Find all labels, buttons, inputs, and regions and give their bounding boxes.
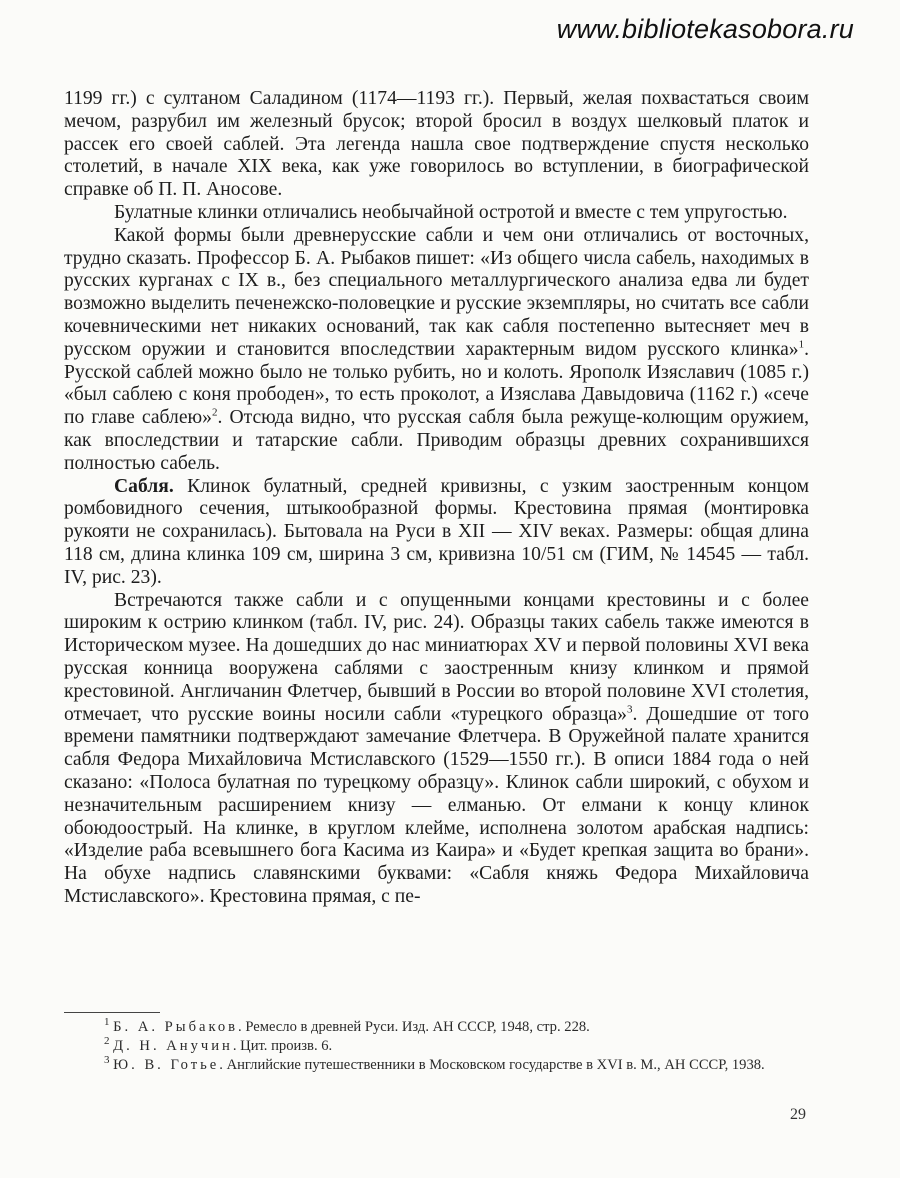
paragraph-3: [64, 225, 809, 476]
footnote-1-number: 1: [104, 1016, 110, 1029]
paragraph-4-text: Клинок булатный, средней кривизны, с узким заостренным концом ромбовидного сечения, штыкообразной формы. Крестовина прямая (монтировка рукояти не сохранилась). Бытовала на Руси в XII — XIV веках. Размеры: общая длина 118 см, длина клинка 109 см, ширина 3 см, кривизна 10/51 см (ГИМ, № 14545 — табл. IV, рис. 23).: [64, 475, 809, 588]
footnote-ref-1: 1: [798, 338, 805, 351]
footnote-1-text: . Ремесло в древней Руси. Изд. АН СССР, 1948, стр. 228.: [238, 1019, 590, 1035]
footnote-2: [64, 1037, 809, 1056]
saber-heading: Сабля.: [114, 475, 174, 497]
footnote-2-author: Д. Н. Анучин: [113, 1038, 233, 1054]
footnote-ref-3: 3: [626, 702, 633, 715]
footnote-3: [64, 1056, 809, 1075]
paragraph-5-text-a: Встречаются также сабли и с опущенными концами крестовины и с более широким к острию клинком (табл. IV, рис. 24). Образцы таких сабель также имеются в Историческом музее. На дошедших до нас миниатюрах XV и первой половины XVI века русская конница вооружена саблями с заостренным книзу клинком и прямой крестовиной. Англичанин Флетчер, бывший в России во второй половине XVI столетия, отмечает, что русские воины носили сабли «турецкого образца»: [64, 589, 809, 725]
footnotes: [64, 1018, 809, 1075]
paragraph-1-text: 1199 гг.) с султаном Саладином (1174—1193 гг.). Первый, желая похвастаться своим мечом, разрубил им железный брусок; второй бросил в воздух шелковый платок и рассек его своей саблей. Эта легенда нашла свое подтверждение спустя несколько столетий, в начале XIX века, как уже говорилось во вступлении, в биографической справке об П. П. Аносове.: [64, 88, 809, 201]
paragraph-1: [64, 88, 809, 202]
page-number: 29: [790, 1106, 806, 1123]
paragraph-5-text-b: . Дошедшие от того времени памятники подтверждают замечание Флетчера. В Оружейной палате хранится сабля Федора Михайловича Мстиславского (1529—1550 гг.). В описи 1884 года о ней сказано: «Полоса булатная по турецкому образцу». Клинок сабли широкий, с обухом и незначительным расширением книзу — елманью. От елмани к концу клинок обоюдоострый. На клинке, в круглом клейме, исполнена золотом арабская надпись: «Изделие раба всевышнего бога Касима из Каира» и «Будет крепкая защита во брани». На обухе надпись славянскими буквами: «Сабля княжь Федора Михайловича Мстиславского». Крестовина прямая, с пе-: [64, 703, 809, 907]
footnote-1-author: Б. А. Рыбаков: [113, 1019, 239, 1035]
footnote-2-text: . Цит. произв. 6.: [232, 1038, 333, 1054]
body-text: [64, 88, 809, 909]
footnote-divider: [64, 1012, 160, 1013]
footnote-3-text: . Английские путешественники в Московском государстве в XVI в. М., АН СССР, 1938.: [219, 1057, 765, 1073]
footnote-ref-2: 2: [211, 406, 218, 419]
footnote-1: [64, 1018, 809, 1037]
website-watermark: www.bibliotekasobora.ru: [556, 14, 854, 44]
footnote-3-number: 3: [104, 1054, 110, 1067]
paragraph-3-text-a: Какой формы были древнерусские сабли и чем они отличались от восточных, трудно сказать. Профессор Б. А. Рыбаков пишет: «Из общего числа сабель, находимых в русских курганах с IX в., без специального металлургического анализа едва ли будет возможно выделить печенежско-половецкие и русские экземпляры, но считать все сабли кочевническими нет никаких оснований, так как сабля постепенно вытесняет меч в русском оружии и становится впоследствии характерным видом русского клинка»: [64, 224, 809, 360]
paragraph-2: [64, 202, 809, 225]
paragraph-5: [64, 590, 809, 909]
paragraph-3-text-c: . Отсюда видно, что русская сабля была режуще-колющим оружием, как впоследствии и татарские сабли. Приводим образцы древних сохранившихся полностью сабель.: [64, 407, 809, 474]
paragraph-4: [64, 476, 809, 590]
paragraph-3-text-b: . Русской саблей можно было не только рубить, но и колоть. Ярополк Изяславич (1085 г.) «был саблею с коня прободен», то есть проколот, а Изяслава Давыдовича (1162 г.) «сече по главе саблею»: [64, 338, 809, 429]
footnote-3-author: Ю. В. Готье: [113, 1057, 220, 1073]
footnote-2-number: 2: [104, 1035, 110, 1048]
paragraph-2-text: Булатные клинки отличались необычайной остротой и вместе с тем упругостью.: [114, 201, 788, 223]
